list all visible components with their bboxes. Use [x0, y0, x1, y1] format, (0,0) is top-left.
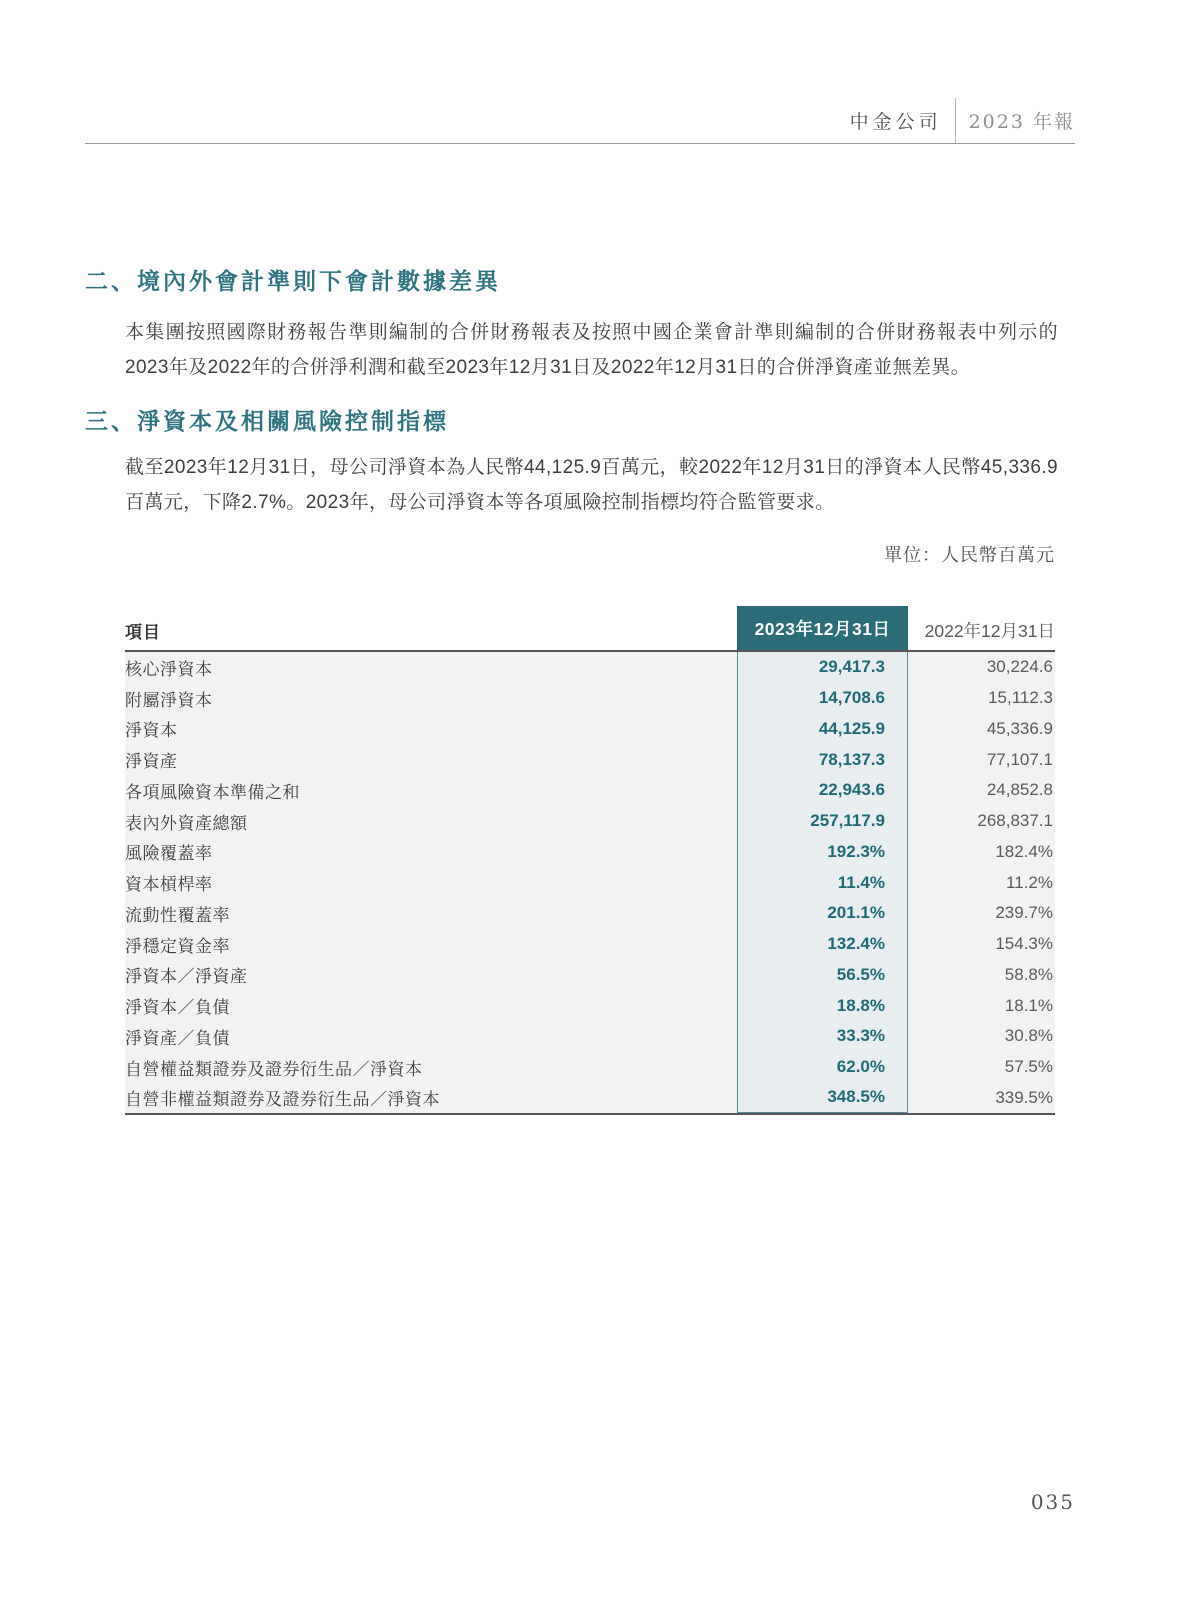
row-label: 淨資產／負債 [125, 1028, 230, 1048]
table-body [125, 652, 1055, 1115]
value-2022: 239.7% [995, 903, 1053, 923]
table-row [125, 1083, 1055, 1114]
report-title: 2023 年報 [968, 111, 1075, 133]
value-2022: 45,336.9 [986, 718, 1053, 738]
value-2022: 182.4% [995, 841, 1053, 861]
row-label: 自營權益類證券及證券衍生品／淨資本 [125, 1059, 423, 1079]
section-body-net-capital: 截至2023年12月31日，母公司淨資本為人民幣44,125.9百萬元，較2022年12月31日的淨資本人民幣45,336.9百萬元，下降2.7%。2023年，母公司淨資本等各項風險控制指標均符合監管要求。 [125, 457, 1058, 513]
value-2023: 62.0% [737, 1052, 908, 1083]
value-2023: 14,708.6 [737, 683, 908, 714]
row-label: 淨資產 [125, 752, 178, 772]
section-heading-net-capital: 三、淨資本及相關風險控制指標 [85, 408, 449, 435]
page-header [85, 98, 1075, 144]
value-2022: 24,852.8 [986, 780, 1053, 800]
value-2022: 154.3% [995, 934, 1053, 954]
value-2023: 11.4% [737, 867, 908, 898]
table-row [125, 806, 1055, 837]
column-header-2022: 2022年12月31日 [924, 621, 1055, 641]
table-row [125, 652, 1055, 683]
value-2023: 192.3% [737, 837, 908, 868]
table-row [125, 898, 1055, 929]
table-row [125, 837, 1055, 868]
value-2022: 30,224.6 [986, 657, 1053, 677]
table-row [125, 867, 1055, 898]
table-row [125, 683, 1055, 714]
table-row [125, 744, 1055, 775]
row-label: 淨資本／負債 [125, 998, 230, 1018]
value-2022: 339.5% [995, 1087, 1053, 1107]
row-label: 各項風險資本準備之和 [125, 782, 300, 802]
value-2022: 11.2% [1006, 872, 1053, 892]
value-2022: 58.8% [1004, 964, 1053, 984]
company-name: 中金公司 [849, 111, 942, 133]
value-2023: 22,943.6 [737, 775, 908, 806]
row-label: 淨資本／淨資產 [125, 967, 248, 987]
table-row [125, 1052, 1055, 1083]
value-2022: 30.8% [1004, 1026, 1053, 1046]
table-row [125, 990, 1055, 1021]
row-label: 風險覆蓋率 [125, 844, 213, 864]
row-label: 自營非權益類證券及證券衍生品／淨資本 [125, 1090, 440, 1110]
value-2022: 268,837.1 [977, 811, 1053, 831]
value-2023: 132.4% [737, 929, 908, 960]
value-2023: 56.5% [737, 960, 908, 991]
risk-indicators-table [125, 606, 1055, 1115]
value-2023: 33.3% [737, 1021, 908, 1052]
value-2023: 257,117.9 [737, 806, 908, 837]
section-body-accounting-differences: 本集團按照國際財務報告準則編制的合併財務報表及按照中國企業會計準則編制的合併財務報表中列示的2023年及2022年的合併淨利潤和截至2023年12月31日及2022年12月31日的合併淨資產並無差異。 [125, 322, 1058, 378]
row-label: 淨穩定資金率 [125, 936, 230, 956]
table-header-row [125, 606, 1055, 652]
header-divider [955, 98, 956, 143]
value-2023: 44,125.9 [737, 714, 908, 745]
table-row [125, 775, 1055, 806]
value-2023: 78,137.3 [737, 744, 908, 775]
value-2022: 57.5% [1004, 1057, 1053, 1077]
row-label: 核心淨資本 [125, 659, 213, 679]
column-header-2023: 2023年12月31日 [737, 606, 908, 650]
table-row [125, 960, 1055, 991]
page-number: 035 [1030, 1490, 1075, 1514]
value-2022: 18.1% [1004, 995, 1053, 1015]
table-row [125, 929, 1055, 960]
row-label: 資本槓桿率 [125, 875, 213, 895]
row-label: 表內外資產總額 [125, 813, 248, 833]
value-2022: 77,107.1 [986, 749, 1053, 769]
row-label: 淨資本 [125, 721, 178, 741]
table-row [125, 1021, 1055, 1052]
row-label: 附屬淨資本 [125, 690, 213, 710]
value-2023: 348.5% [737, 1083, 908, 1114]
value-2023: 29,417.3 [737, 652, 908, 683]
table-unit-label: 單位：人民幣百萬元 [884, 545, 1055, 565]
column-header-item: 項目 [125, 623, 161, 642]
value-2022: 15,112.3 [988, 688, 1053, 708]
value-2023: 18.8% [737, 990, 908, 1021]
value-2023: 201.1% [737, 898, 908, 929]
table-row [125, 714, 1055, 745]
row-label: 流動性覆蓋率 [125, 905, 230, 925]
section-heading-accounting-differences: 二、境內外會計準則下會計數據差異 [85, 268, 501, 295]
